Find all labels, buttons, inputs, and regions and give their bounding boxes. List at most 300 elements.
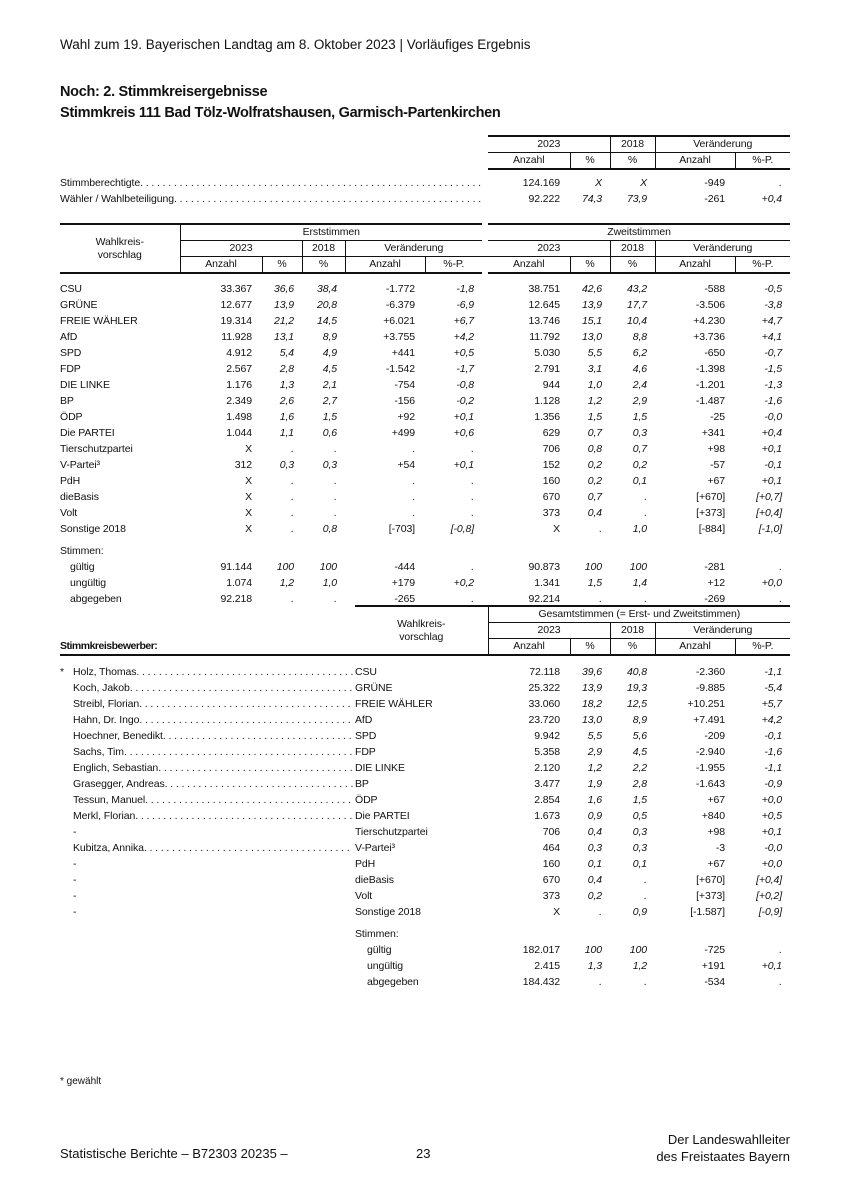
value-cell: [+0,4] bbox=[756, 874, 783, 886]
party-name: DIE LINKE bbox=[60, 379, 110, 391]
value-cell: 1,3 bbox=[587, 960, 602, 972]
gesamtstimmen-table bbox=[60, 605, 790, 990]
party-name: FREIE WÄHLER bbox=[355, 698, 433, 710]
party-name: AfD bbox=[355, 714, 373, 726]
value-cell: 5.030 bbox=[534, 347, 561, 359]
value-cell: . bbox=[644, 491, 648, 503]
elected-marker bbox=[60, 824, 73, 840]
candidate-name: - bbox=[73, 906, 77, 918]
value-cell: 2.415 bbox=[534, 960, 560, 972]
value-cell: 1.176 bbox=[226, 379, 252, 391]
value-cell: 13.746 bbox=[528, 315, 561, 327]
stimmen-row bbox=[60, 974, 790, 990]
candidate-name: - bbox=[73, 826, 77, 838]
value-cell: -588 bbox=[704, 283, 726, 295]
value-cell: 0,2 bbox=[587, 459, 603, 471]
value-cell: 670 bbox=[542, 491, 561, 503]
value-cell: 3,1 bbox=[587, 363, 603, 375]
header-pctp: %-P. bbox=[735, 639, 790, 656]
value-cell: 0,1 bbox=[587, 858, 602, 870]
value-cell: . bbox=[599, 593, 603, 605]
party-name: SPD bbox=[355, 730, 377, 742]
header-change: Veränderung bbox=[655, 136, 790, 153]
leader-dots bbox=[136, 664, 353, 680]
leader-dots bbox=[139, 712, 353, 728]
value-cell: . bbox=[779, 593, 783, 605]
value-cell: 11.792 bbox=[529, 331, 561, 343]
leader-dots bbox=[139, 696, 353, 712]
party-name: V-Partei³ bbox=[355, 842, 395, 854]
value-cell: 5,5 bbox=[587, 347, 603, 359]
value-cell: [-703] bbox=[388, 523, 415, 535]
value-cell: . bbox=[412, 491, 415, 503]
value-cell: 1,5 bbox=[587, 577, 603, 589]
value-cell: 11.928 bbox=[221, 331, 252, 343]
value-cell: 73,9 bbox=[626, 193, 647, 205]
value-cell: [-0,9] bbox=[758, 906, 783, 918]
candidate-cell bbox=[60, 904, 355, 920]
value-cell: 0,3 bbox=[632, 826, 647, 838]
value-cell: . bbox=[471, 507, 475, 519]
value-cell: 15,1 bbox=[581, 315, 603, 327]
summary-header-table bbox=[488, 135, 790, 170]
value-cell: 706 bbox=[542, 826, 560, 838]
candidate-cell bbox=[60, 840, 355, 856]
value-cell: 6,2 bbox=[632, 347, 648, 359]
value-cell: -0,8 bbox=[456, 379, 475, 391]
value-cell: 1,5 bbox=[632, 794, 647, 806]
value-cell: 43,2 bbox=[626, 283, 648, 295]
value-cell: 19.314 bbox=[220, 315, 252, 327]
value-cell: -650 bbox=[704, 347, 726, 359]
elected-marker bbox=[60, 808, 73, 824]
candidate-row bbox=[60, 904, 790, 920]
value-cell: +4,1 bbox=[761, 331, 783, 343]
value-cell: X bbox=[553, 906, 560, 918]
value-cell: 2.567 bbox=[226, 363, 252, 375]
header-2023: 2023 bbox=[537, 242, 561, 254]
header-pct: % bbox=[570, 639, 610, 656]
party-row bbox=[60, 393, 790, 409]
party-name: DIE LINKE bbox=[355, 762, 405, 774]
value-cell: X bbox=[595, 177, 602, 189]
value-cell: . bbox=[779, 976, 783, 988]
value-cell: -1,3 bbox=[764, 379, 783, 391]
value-cell: -3.506 bbox=[695, 299, 726, 311]
candidate-cell bbox=[60, 872, 355, 888]
value-cell: -1,6 bbox=[764, 395, 783, 407]
value-cell: 1.128 bbox=[534, 395, 561, 407]
value-cell: 4,6 bbox=[632, 363, 648, 375]
elected-marker bbox=[60, 776, 73, 792]
value-cell: X bbox=[245, 443, 252, 455]
candidate-cell bbox=[60, 664, 355, 680]
document-header: Wahl zum 19. Bayerischen Landtag am 8. Oktober 2023 | Vorläufiges Ergebnis bbox=[60, 37, 531, 52]
header-change: Veränderung bbox=[655, 623, 790, 639]
value-cell: 2,2 bbox=[632, 762, 647, 774]
value-cell: 0,4 bbox=[587, 826, 602, 838]
value-cell: . bbox=[291, 491, 294, 503]
candidate-cell bbox=[60, 744, 355, 760]
party-name: Tierschutzpartei bbox=[60, 443, 133, 455]
value-cell: 4,5 bbox=[322, 363, 337, 375]
stimmen-type: abgegeben bbox=[367, 976, 419, 988]
candidate-name: Holz, Thomas bbox=[73, 666, 137, 678]
header-2018: 2018 bbox=[610, 623, 655, 639]
party-name: ÖDP bbox=[60, 411, 83, 423]
value-cell: -0,5 bbox=[764, 283, 783, 295]
elected-marker bbox=[60, 840, 73, 856]
value-cell: +4,2 bbox=[761, 714, 783, 726]
label-text: Wähler / Wahlbeteiligung bbox=[60, 193, 174, 205]
header-pct: % bbox=[610, 153, 655, 170]
value-cell: -269 bbox=[704, 593, 726, 605]
value-cell: 1.044 bbox=[226, 427, 252, 439]
value-cell: 2.120 bbox=[534, 762, 560, 774]
value-cell: -1,1 bbox=[764, 762, 783, 774]
candidate-cell bbox=[60, 760, 355, 776]
value-cell: 706 bbox=[542, 443, 561, 455]
value-cell: 1.356 bbox=[534, 411, 561, 423]
value-cell: 23.720 bbox=[528, 714, 560, 726]
erststimmen-header: Erststimmen bbox=[180, 224, 482, 241]
value-cell: 13,9 bbox=[273, 299, 294, 311]
value-cell: 0,1 bbox=[632, 858, 647, 870]
value-cell: [-0,8] bbox=[450, 523, 475, 535]
header-pct: % bbox=[610, 639, 655, 656]
value-cell: -2.360 bbox=[695, 666, 725, 678]
value-cell: +0,1 bbox=[761, 475, 783, 487]
value-cell: 0,8 bbox=[322, 523, 337, 535]
stimmkreis-title: Stimmkreis 111 Bad Tölz-Wolfratshausen, Garmisch-Partenkirchen bbox=[60, 105, 501, 121]
value-cell: -1.542 bbox=[385, 363, 415, 375]
value-cell: -0,7 bbox=[764, 347, 783, 359]
value-cell: -265 bbox=[394, 593, 415, 605]
party-name: CSU bbox=[60, 283, 82, 295]
value-cell: +4,7 bbox=[761, 315, 783, 327]
stimmen-type: ungültig bbox=[367, 960, 403, 972]
value-cell: 1,0 bbox=[322, 577, 337, 589]
value-cell: +0,1 bbox=[761, 826, 783, 838]
value-cell: 2,8 bbox=[632, 778, 647, 790]
header-count: Anzahl bbox=[512, 154, 545, 166]
value-cell: 100 bbox=[584, 561, 603, 573]
party-name: FREIE WÄHLER bbox=[60, 315, 138, 327]
candidate-name: - bbox=[73, 890, 77, 902]
value-cell: 0,3 bbox=[322, 459, 337, 471]
value-cell: +12 bbox=[707, 577, 726, 589]
value-cell: 90.873 bbox=[528, 561, 561, 573]
value-cell: -0,0 bbox=[764, 842, 783, 854]
candidate-name: Grasegger, Andreas bbox=[73, 778, 165, 790]
party-name: Tierschutzpartei bbox=[355, 826, 428, 838]
party-name: PdH bbox=[60, 475, 81, 487]
candidate-row bbox=[60, 680, 790, 696]
value-cell: +7.491 bbox=[693, 714, 725, 726]
value-cell: -3 bbox=[715, 842, 725, 854]
candidate-cell bbox=[60, 728, 355, 744]
value-cell: +6,7 bbox=[453, 315, 475, 327]
value-cell: 2,9 bbox=[587, 746, 602, 758]
spacer bbox=[60, 974, 355, 990]
value-cell: 72.118 bbox=[529, 666, 560, 678]
value-cell: 0,7 bbox=[587, 427, 603, 439]
candidate-name: Hahn, Dr. Ingo bbox=[73, 714, 140, 726]
value-cell: 0,2 bbox=[587, 890, 602, 902]
value-cell: 18,2 bbox=[581, 698, 602, 710]
value-cell: 182.017 bbox=[522, 944, 560, 956]
leader-dots bbox=[165, 776, 353, 792]
spacer bbox=[60, 920, 355, 942]
value-cell: 92.214 bbox=[528, 593, 561, 605]
value-cell: X bbox=[245, 507, 252, 519]
header-2018: 2018 bbox=[610, 241, 655, 257]
stimmkreisbewerber-heading: Stimmkreisbewerber: bbox=[60, 640, 158, 652]
value-cell: +441 bbox=[391, 347, 415, 359]
value-cell: 1,2 bbox=[587, 395, 603, 407]
party-row bbox=[60, 297, 790, 313]
value-cell: +98 bbox=[707, 826, 725, 838]
candidate-row bbox=[60, 728, 790, 744]
value-cell: [+373] bbox=[696, 507, 726, 519]
value-cell: . bbox=[471, 475, 475, 487]
elected-marker bbox=[60, 712, 73, 728]
value-cell: 373 bbox=[542, 890, 560, 902]
value-cell: -1,8 bbox=[456, 283, 475, 295]
candidate-cell bbox=[60, 824, 355, 840]
header-count: Anzahl bbox=[655, 257, 735, 274]
value-cell: . bbox=[779, 944, 783, 956]
value-cell: -6.379 bbox=[385, 299, 415, 311]
value-cell: 1,6 bbox=[279, 411, 294, 423]
leader-dots bbox=[144, 840, 353, 856]
footer-publisher bbox=[656, 1131, 790, 1165]
candidate-cell bbox=[60, 792, 355, 808]
stimmen-label: Stimmen: bbox=[60, 545, 104, 557]
value-cell: 8,9 bbox=[632, 714, 647, 726]
header-pctp: %-P. bbox=[735, 257, 790, 274]
value-cell: 9.942 bbox=[534, 730, 560, 742]
summary-row bbox=[60, 191, 790, 207]
header-count: Anzahl bbox=[488, 639, 570, 656]
candidate-name: - bbox=[73, 874, 77, 886]
summary-row bbox=[60, 175, 790, 191]
value-cell: -6,9 bbox=[456, 299, 475, 311]
value-cell: +0,1 bbox=[761, 960, 783, 972]
value-cell: 0,7 bbox=[632, 443, 648, 455]
candidate-row bbox=[60, 888, 790, 904]
leader-dots bbox=[145, 792, 353, 808]
value-cell: 1.341 bbox=[534, 577, 561, 589]
party-name: SPD bbox=[60, 347, 82, 359]
value-cell: . bbox=[334, 443, 337, 455]
value-cell: 1,9 bbox=[587, 778, 602, 790]
party-row bbox=[60, 281, 790, 297]
party-name: Sonstige 2018 bbox=[60, 523, 126, 535]
value-cell: 0,3 bbox=[632, 842, 647, 854]
value-cell: 33.060 bbox=[528, 698, 560, 710]
value-cell: 1,5 bbox=[322, 411, 337, 423]
value-cell: [+0,2] bbox=[756, 890, 783, 902]
value-cell: 373 bbox=[542, 507, 561, 519]
candidate-row bbox=[60, 824, 790, 840]
value-cell: +5,7 bbox=[761, 698, 783, 710]
header-2023: 2023 bbox=[180, 241, 302, 257]
value-cell: 0,8 bbox=[587, 443, 603, 455]
value-cell: 4,9 bbox=[322, 347, 337, 359]
value-cell: 1.673 bbox=[534, 810, 560, 822]
value-cell: -261 bbox=[704, 193, 725, 205]
value-cell: . bbox=[779, 177, 782, 189]
value-cell: 38.751 bbox=[528, 283, 561, 295]
value-cell: [-884] bbox=[698, 523, 726, 535]
value-cell: 0,4 bbox=[587, 874, 602, 886]
elected-marker bbox=[60, 744, 73, 760]
value-cell: 2,7 bbox=[322, 395, 337, 407]
summary-label bbox=[60, 191, 488, 207]
party-row bbox=[60, 457, 790, 473]
candidate-name: Sachs, Tim bbox=[73, 746, 124, 758]
label-text: Stimmberechtigte bbox=[60, 177, 141, 189]
value-cell: -0,1 bbox=[764, 730, 783, 742]
value-cell: 100 bbox=[629, 561, 648, 573]
value-cell: -281 bbox=[704, 561, 726, 573]
value-cell: +0,4 bbox=[761, 193, 782, 205]
value-cell: 1,2 bbox=[587, 762, 602, 774]
value-cell: -1,1 bbox=[764, 666, 783, 678]
value-cell: 0,3 bbox=[587, 842, 602, 854]
value-cell: 12.677 bbox=[220, 299, 252, 311]
value-cell: +0,6 bbox=[453, 427, 475, 439]
section-title: Noch: 2. Stimmkreisergebnisse bbox=[60, 84, 268, 100]
value-cell: 20,8 bbox=[316, 299, 337, 311]
value-cell: 25.322 bbox=[528, 682, 560, 694]
elected-marker: * bbox=[60, 666, 64, 678]
value-cell: [-1.587] bbox=[690, 906, 725, 918]
value-cell: +6.021 bbox=[383, 315, 415, 327]
party-name: Die PARTEI bbox=[60, 427, 115, 439]
value-cell: 38,4 bbox=[316, 283, 337, 295]
party-name: dieBasis bbox=[60, 491, 99, 503]
value-cell: 1,5 bbox=[632, 411, 648, 423]
value-cell: 36,6 bbox=[273, 283, 294, 295]
value-cell: +840 bbox=[701, 810, 725, 822]
party-row bbox=[60, 489, 790, 505]
party-name: FDP bbox=[355, 746, 376, 758]
value-cell: . bbox=[334, 491, 337, 503]
header-2018: 2018 bbox=[302, 241, 345, 257]
party-row bbox=[60, 361, 790, 377]
value-cell: +92 bbox=[397, 411, 415, 423]
value-cell: 13,0 bbox=[581, 714, 602, 726]
header-count: Anzahl bbox=[345, 257, 425, 274]
value-cell: 13,9 bbox=[581, 299, 603, 311]
value-cell: X bbox=[245, 491, 252, 503]
value-cell: -0,1 bbox=[764, 459, 783, 471]
value-cell: 1,0 bbox=[632, 523, 648, 535]
value-cell: X bbox=[553, 523, 561, 535]
value-cell: 0,6 bbox=[322, 427, 337, 439]
value-cell: 92.222 bbox=[528, 193, 560, 205]
leader-dots bbox=[158, 760, 353, 776]
value-cell: +0,5 bbox=[761, 810, 783, 822]
elected-marker bbox=[60, 856, 73, 872]
party-row bbox=[60, 329, 790, 345]
value-cell: 40,8 bbox=[626, 666, 647, 678]
value-cell: [+0,4] bbox=[756, 507, 783, 519]
value-cell: +10.251 bbox=[687, 698, 725, 710]
candidate-row bbox=[60, 760, 790, 776]
party-row bbox=[60, 473, 790, 489]
party-name: Sonstige 2018 bbox=[355, 906, 421, 918]
party-name: PdH bbox=[355, 858, 376, 870]
candidate-name: Merkl, Florian bbox=[73, 810, 136, 822]
erst-zweit-table bbox=[60, 223, 790, 607]
candidate-cell bbox=[60, 888, 355, 904]
spacer bbox=[60, 958, 355, 974]
value-cell: 160 bbox=[542, 475, 561, 487]
value-cell: +0,2 bbox=[453, 577, 475, 589]
value-cell: -949 bbox=[704, 177, 725, 189]
candidate-name: Koch, Jakob bbox=[73, 682, 130, 694]
value-cell: 0,3 bbox=[279, 459, 294, 471]
party-row bbox=[60, 505, 790, 521]
candidate-cell bbox=[60, 712, 355, 728]
value-cell: +67 bbox=[707, 794, 725, 806]
value-cell: . bbox=[334, 593, 337, 605]
stimmen-type: abgegeben bbox=[70, 593, 122, 605]
value-cell: 100 bbox=[276, 561, 294, 573]
candidate-cell bbox=[60, 680, 355, 696]
value-cell: +0,5 bbox=[453, 347, 475, 359]
value-cell: +499 bbox=[391, 427, 415, 439]
party-name: Die PARTEI bbox=[355, 810, 410, 822]
candidate-name: - bbox=[73, 858, 77, 870]
value-cell: . bbox=[471, 491, 475, 503]
value-cell: 100 bbox=[629, 944, 647, 956]
value-cell: 0,3 bbox=[632, 427, 648, 439]
value-cell: +4,2 bbox=[453, 331, 475, 343]
value-cell: . bbox=[291, 475, 294, 487]
value-cell: . bbox=[334, 475, 337, 487]
header-pct: % bbox=[610, 257, 655, 274]
value-cell: . bbox=[644, 976, 647, 988]
value-cell: -5,4 bbox=[764, 682, 783, 694]
value-cell: . bbox=[644, 507, 648, 519]
value-cell: 42,6 bbox=[581, 283, 603, 295]
value-cell: . bbox=[471, 443, 475, 455]
value-cell: 2.791 bbox=[534, 363, 561, 375]
candidate-cell bbox=[60, 856, 355, 872]
elected-marker bbox=[60, 792, 73, 808]
candidate-row bbox=[60, 696, 790, 712]
party-row bbox=[60, 521, 790, 537]
value-cell: [+373] bbox=[696, 890, 725, 902]
value-cell: -1.487 bbox=[695, 395, 726, 407]
stimmen-row bbox=[60, 942, 790, 958]
value-cell: 629 bbox=[542, 427, 561, 439]
value-cell: . bbox=[291, 443, 294, 455]
value-cell: 670 bbox=[542, 874, 560, 886]
candidate-cell bbox=[60, 776, 355, 792]
zweitstimmen-header: Zweitstimmen bbox=[488, 224, 790, 241]
party-name: ÖDP bbox=[355, 794, 378, 806]
wahlkreisvorschlag-header: Wahlkreis- vorschlag bbox=[355, 606, 488, 655]
value-cell: -1,7 bbox=[456, 363, 475, 375]
value-cell: -2.940 bbox=[695, 746, 725, 758]
value-cell: 92.218 bbox=[220, 593, 252, 605]
party-name: BP bbox=[60, 395, 74, 407]
